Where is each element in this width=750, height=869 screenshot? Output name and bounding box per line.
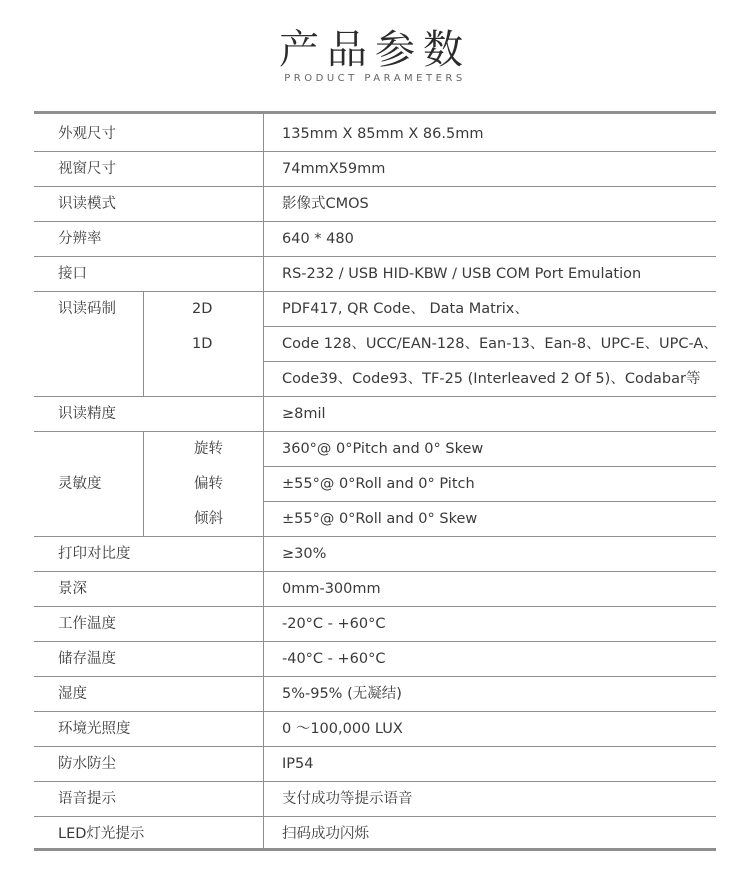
row-value-interface: RS-232 / USB HID-KBW / USB COM Port Emulation — [282, 266, 642, 282]
row-value-rotation: 360°@ 0°Pitch and 0° Skew — [282, 441, 484, 457]
sub-label-1d: 1D — [192, 336, 213, 352]
row-label-window-size: 视窗尺寸 — [58, 161, 116, 177]
row-divider — [34, 186, 716, 187]
row-divider — [34, 746, 716, 747]
sub-label-tilt: 倾斜 — [194, 511, 223, 527]
row-label-read-mode: 识读模式 — [58, 196, 116, 212]
row-value-1d: Code 128、UCC/EAN-128、Ean-13、Ean-8、UPC-E、UPC-A、 — [282, 336, 718, 352]
row-label-storage-temp: 储存温度 — [58, 651, 116, 667]
row-value-ambient-light: 0 ～100,000 LUX — [282, 721, 403, 737]
row-divider — [34, 536, 716, 537]
parameters-table — [34, 111, 716, 851]
row-label-dimensions: 外观尺寸 — [58, 126, 116, 142]
row-label-precision: 识读精度 — [58, 406, 116, 422]
row-value-precision: ≥8mil — [282, 406, 326, 422]
row-value-led-prompt: 扫码成功闪烁 — [282, 826, 369, 842]
row-value-depth-of-field: 0mm-300mm — [282, 581, 381, 597]
row-value-voice-prompt: 支付成功等提示语音 — [282, 791, 413, 807]
row-value-ip-rating: IP54 — [282, 756, 314, 772]
row-value-tilt: ±55°@ 0°Roll and 0° Skew — [282, 511, 478, 527]
row-value-print-contrast: ≥30% — [282, 546, 327, 562]
sub-label-rotation: 旋转 — [194, 441, 223, 457]
page-subtitle: PRODUCT PARAMETERS — [284, 73, 466, 84]
row-divider — [34, 221, 716, 222]
row-label-led-prompt: LED灯光提示 — [58, 826, 145, 842]
row-value-dimensions: 135mm X 85mm X 86.5mm — [282, 126, 484, 142]
row-label-depth-of-field: 景深 — [58, 581, 87, 597]
row-label-print-contrast: 打印对比度 — [58, 546, 131, 562]
row-label-operating-temp: 工作温度 — [58, 616, 116, 632]
sub-label-yaw: 偏转 — [194, 476, 223, 492]
row-value-window-size: 74mmX59mm — [282, 161, 386, 177]
row-value-yaw: ±55°@ 0°Roll and 0° Pitch — [282, 476, 475, 492]
row-value-operating-temp: -20°C - +60°C — [282, 616, 386, 632]
row-label-humidity: 湿度 — [58, 686, 87, 702]
sub-label-2d: 2D — [192, 301, 213, 317]
row-value-resolution: 640 * 480 — [282, 231, 354, 247]
row-label-sensitivity: 灵敏度 — [58, 476, 102, 492]
row-value-1d-cont: Code39、Code93、TF-25 (Interleaved 2 Of 5)、Codabar等 — [282, 371, 701, 387]
row-label-symbologies: 识读码制 — [58, 301, 116, 317]
row-label-ip-rating: 防水防尘 — [58, 756, 116, 772]
row-value-read-mode: 影像式CMOS — [282, 196, 369, 212]
sub-column-divider — [143, 432, 144, 536]
row-label-interface: 接口 — [58, 266, 87, 282]
column-divider — [263, 114, 264, 848]
row-label-voice-prompt: 语音提示 — [58, 791, 116, 807]
sub-column-divider — [143, 292, 144, 396]
row-value-humidity: 5%-95% (无凝结) — [282, 686, 402, 702]
row-value-2d: PDF417, QR Code、 Data Matrix、 — [282, 301, 529, 317]
row-label-resolution: 分辨率 — [58, 231, 102, 247]
row-divider — [34, 396, 716, 397]
row-label-ambient-light: 环境光照度 — [58, 721, 131, 737]
row-value-storage-temp: -40°C - +60°C — [282, 651, 386, 667]
page-title: 产品参数 — [279, 27, 471, 73]
